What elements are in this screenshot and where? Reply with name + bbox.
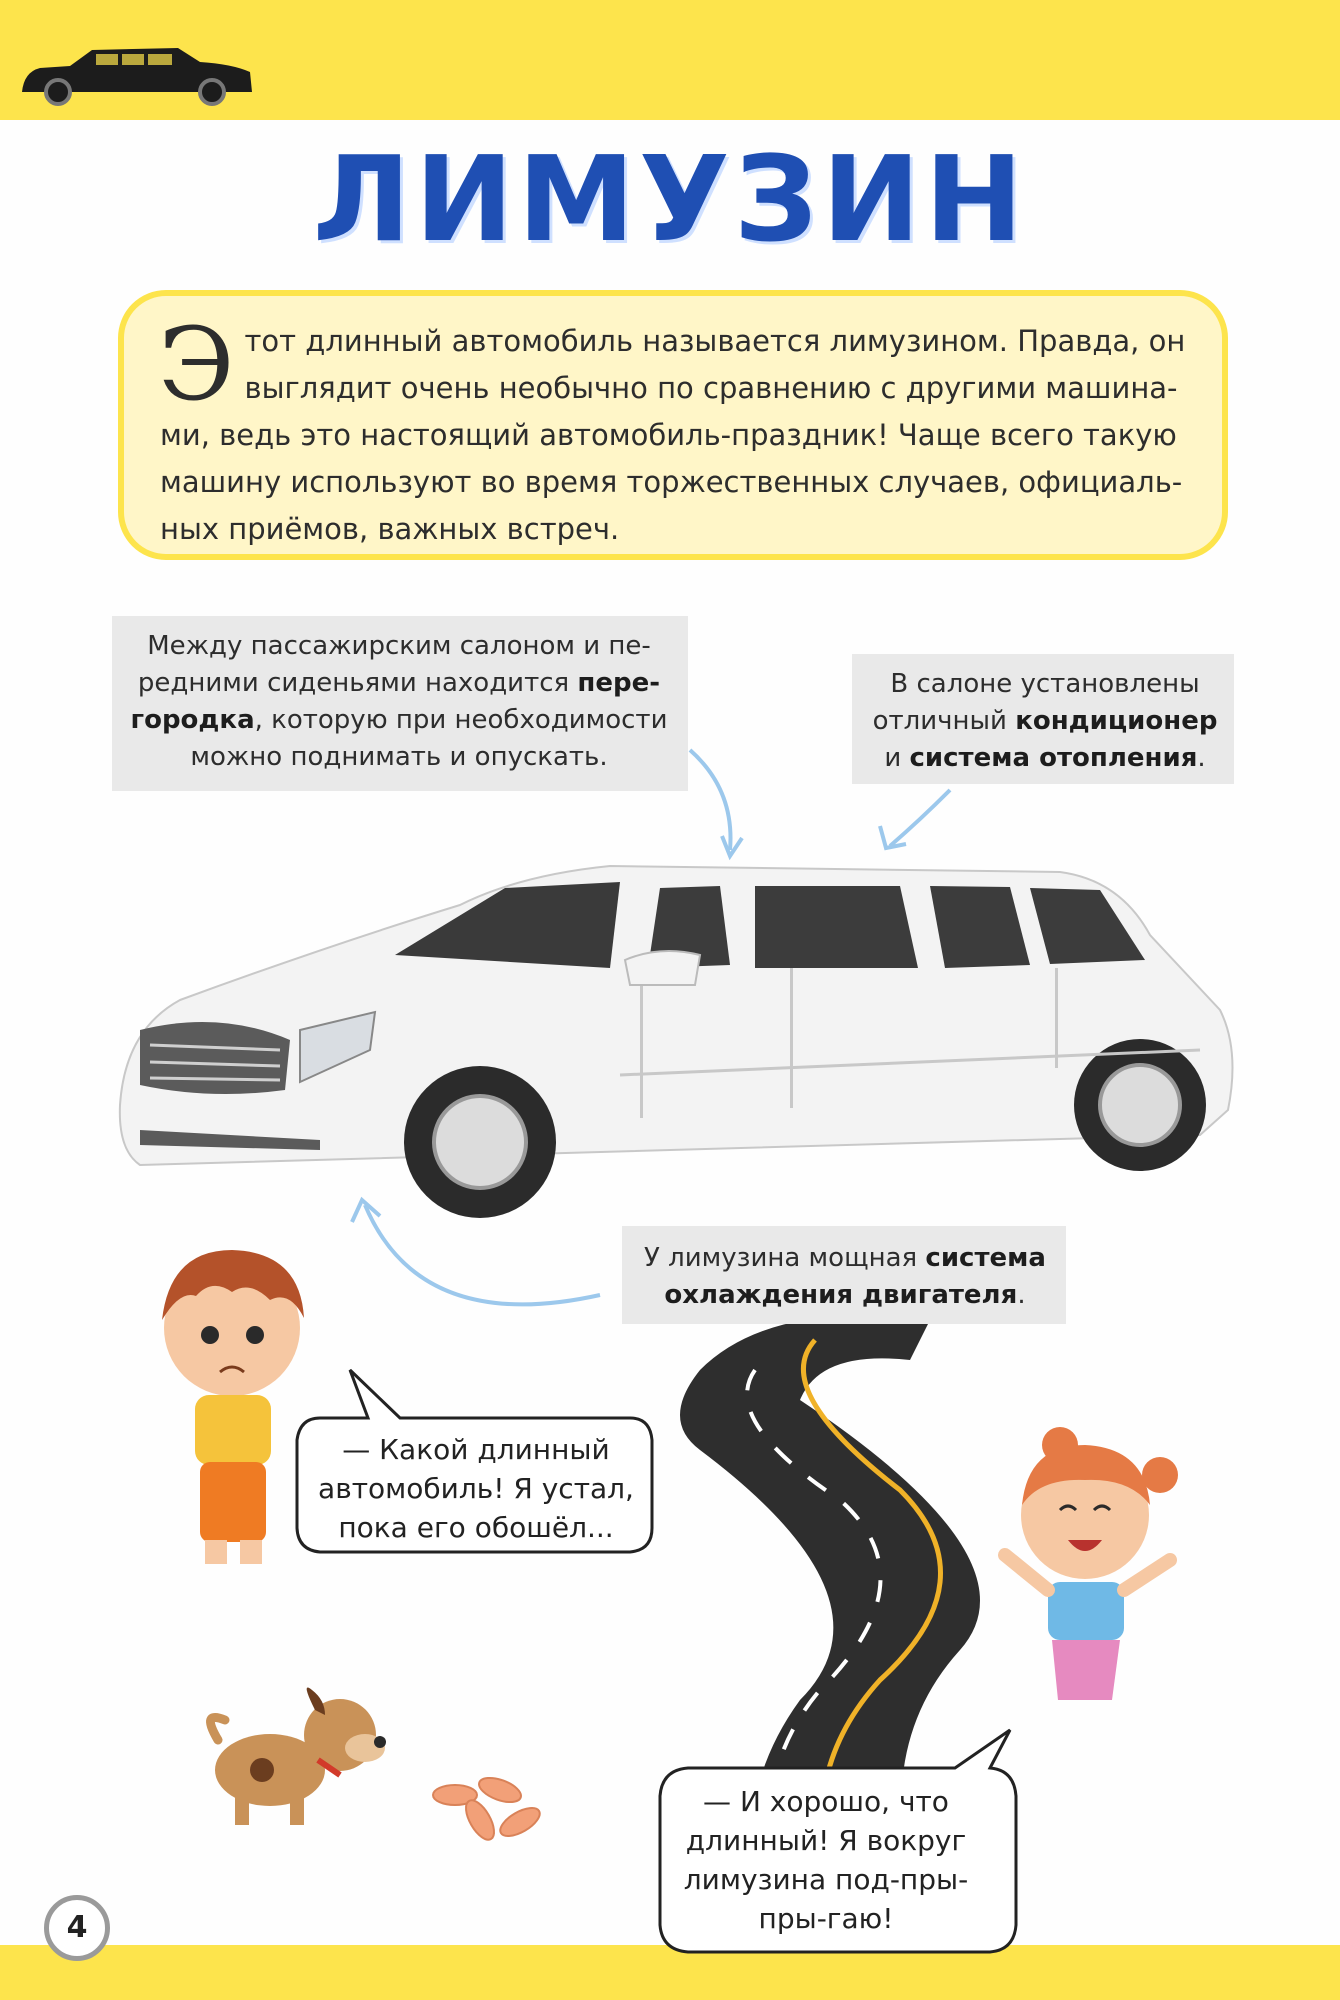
callout-cooling-bold: система охлаждения двигателя — [664, 1243, 1046, 1310]
callout-climate-text-end: . — [1197, 743, 1206, 773]
intro-paragraph — [158, 306, 1190, 553]
page-title: ЛИМУЗИН — [312, 130, 1028, 268]
callout-cooling — [622, 1226, 1066, 1324]
boy-speech-text: — Какой длинный автомобиль! Я устал, пока его обошёл... — [318, 1433, 634, 1544]
callout-climate-bold-ac: кондиционер — [1015, 706, 1218, 736]
callout-partition-bold: пере-городка — [130, 668, 661, 735]
intro-dropcap: Э — [158, 306, 235, 423]
callout-partition-text-end: , которую при необходимости можно поднимать и опускать. — [190, 705, 668, 772]
girl-speech-text: — И хорошо, что длинный! Я вокруг лимузина под-пры-пры-гаю! — [683, 1785, 969, 1935]
callout-partition — [112, 616, 688, 791]
callout-cooling-text-end: . — [1017, 1280, 1026, 1310]
callout-climate-text-mid: и — [884, 743, 910, 773]
callout-climate-bold-heating: система отопления — [909, 743, 1198, 773]
callout-climate — [852, 654, 1234, 784]
page-number: 4 — [44, 1895, 110, 1961]
callout-climate-text: В салоне установлены отличный — [872, 669, 1200, 736]
callout-cooling-text: У лимузина мощная — [644, 1243, 926, 1273]
intro-text: тот длинный автомобиль называется лимузином. Правда, он выглядит очень необычно по сравнению с другими машина-ми, ведь это настоящий автомобиль-праздник! Чаще всего такую машину используют во время торжественных случаев, официаль-ных приёмов, важных встреч. — [160, 324, 1186, 546]
callout-partition-text: Между пассажирским салоном и пе-редними сиденьями находится — [137, 631, 651, 698]
